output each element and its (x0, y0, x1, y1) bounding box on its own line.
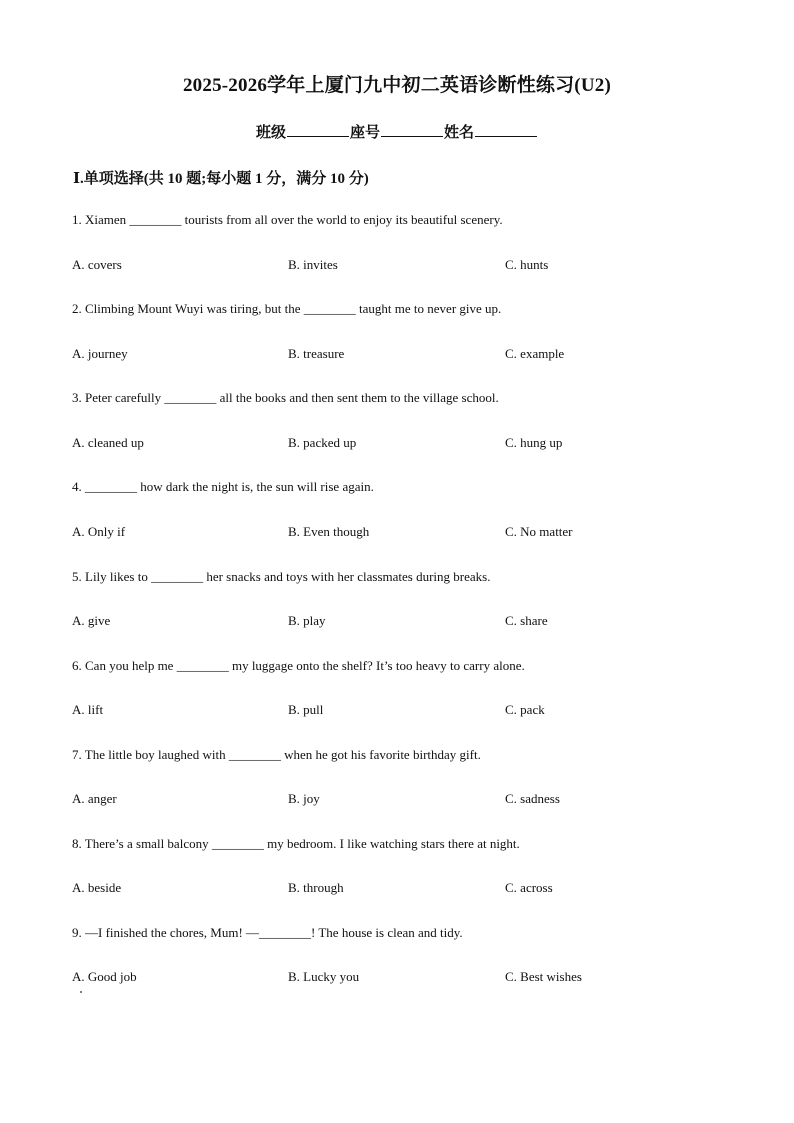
options-6 (72, 702, 712, 720)
name-label: 姓名 (444, 125, 475, 141)
option-a: A. lift (72, 702, 104, 717)
option-c: C. Best wishes (505, 969, 582, 984)
option-a: A. beside (72, 880, 122, 895)
seat-blank (381, 122, 443, 137)
option-c: C. hunts (505, 257, 549, 272)
option-c: C. pack (505, 702, 545, 717)
option-a: A. journey (72, 346, 128, 361)
option-c: C. share (505, 613, 548, 628)
page-title: 2025-2026学年上厦门九中初二英语诊断性练习(U2) (182, 75, 611, 96)
option-b: B. Lucky you (288, 969, 360, 984)
option-c: C. hung up (505, 435, 563, 450)
option-b: B. play (288, 613, 326, 628)
option-c: C. across (505, 880, 553, 895)
option-b: B. packed up (288, 435, 357, 450)
option-a: A. give (72, 613, 111, 628)
option-b: B. Even though (288, 524, 370, 539)
student-info-line (0, 121, 794, 142)
stray-dot-mark (80, 991, 82, 993)
question-3: 3. Peter carefully ________ all the books and then sent them to the village school. (72, 390, 499, 405)
option-b: B. pull (288, 702, 324, 717)
option-a: A. cleaned up (72, 435, 144, 450)
option-b: B. invites (288, 257, 338, 272)
options-5 (72, 613, 712, 631)
options-1 (72, 257, 712, 275)
question-8: 8. There’s a small balcony ________ my bedroom. I like watching stars there at night. (72, 836, 520, 851)
class-blank (287, 122, 349, 137)
question-7: 7. The little boy laughed with ________ when he got his favorite birthday gift. (72, 747, 481, 762)
options-8 (72, 880, 712, 898)
options-2 (72, 346, 712, 364)
name-blank (475, 122, 537, 137)
option-c: C. No matter (505, 524, 573, 539)
options-7 (72, 791, 712, 809)
options-3 (72, 435, 712, 453)
option-b: B. treasure (288, 346, 345, 361)
option-b: B. joy (288, 791, 320, 806)
section-heading: Ⅰ.单项选择(共 10 题;每小题 1 分，满分 10 分) (73, 171, 369, 187)
class-label: 班级 (255, 125, 286, 141)
option-a: A. anger (72, 791, 117, 806)
options-9 (72, 969, 712, 987)
question-5: 5. Lily likes to ________ her snacks and toys with her classmates during breaks. (72, 569, 491, 584)
option-c: C. example (505, 346, 565, 361)
option-a: A. Only if (72, 524, 126, 539)
question-6: 6. Can you help me ________ my luggage onto the shelf? It’s too heavy to carry alone. (72, 658, 525, 673)
question-1: 1. Xiamen ________ tourists from all over the world to enjoy its beautiful scenery. (72, 212, 503, 227)
option-b: B. through (288, 880, 344, 895)
seat-label: 座号 (349, 125, 380, 141)
question-2: 2. Climbing Mount Wuyi was tiring, but the ________ taught me to never give up. (72, 301, 502, 316)
question-4: 4. ________ how dark the night is, the sun will rise again. (72, 479, 374, 494)
option-a: A. covers (72, 257, 122, 272)
options-4 (72, 524, 712, 542)
option-a: A. Good job (72, 969, 137, 984)
option-c: C. sadness (505, 791, 560, 806)
question-9: 9. —I finished the chores, Mum! —________! The house is clean and tidy. (72, 925, 463, 940)
